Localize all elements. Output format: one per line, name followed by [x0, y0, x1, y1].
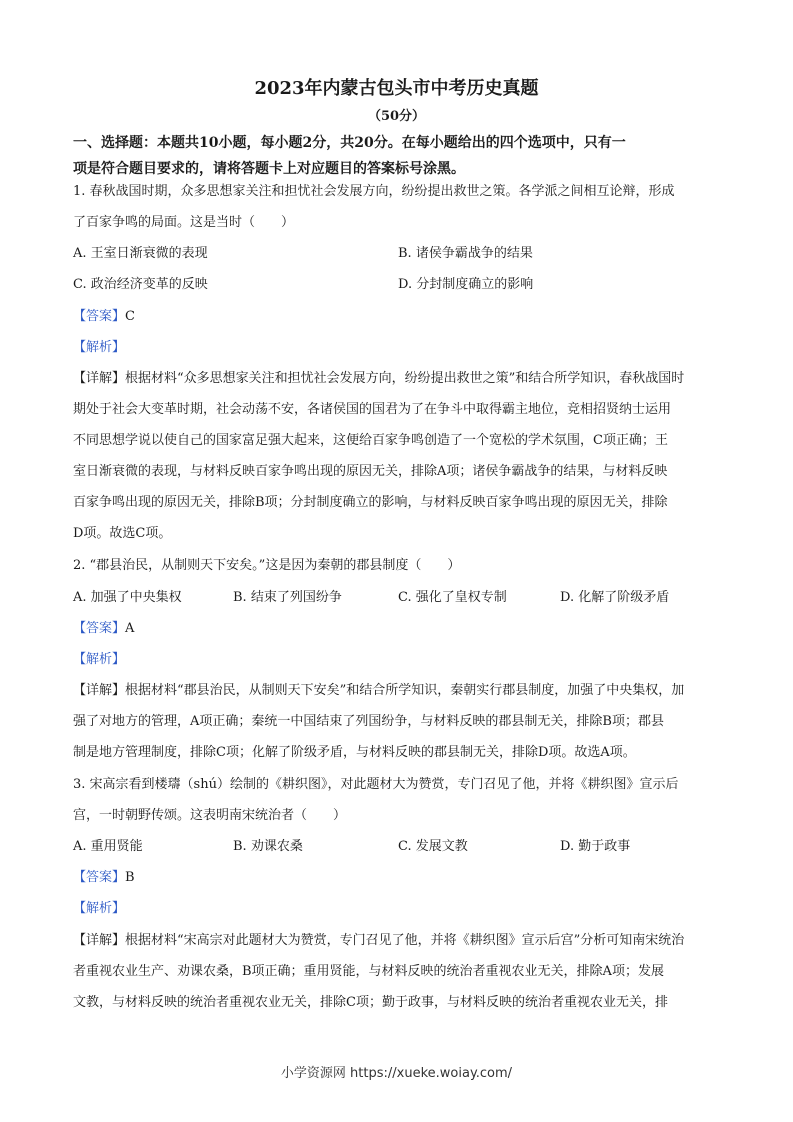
q1-option-a: A. 王室日渐衰微的表现 — [73, 246, 208, 261]
q1-detail-line2: 期处于社会大变革时期，社会动荡不安，各诸侯国的国君为了在争斗中取得霸主地位，竞相招贤纳士运用 — [73, 402, 672, 417]
q1-detail-line5: 百家争鸣出现的原因无关，排除B项；分封制度确立的影响，与材料反映百家争鸣出现的原因无关，排除 — [73, 495, 668, 510]
q1-detail-line3: 不同思想学说以使自己的国家富足强大起来，这便给百家争鸣创造了一个宽松的学术氛围，C项正确；王 — [73, 433, 668, 448]
section-heading-line1: 一、选择题：本题共10小题，每小题2分，共20分。在每小题给出的四个选项中，只有一 — [73, 135, 626, 151]
answer-value: B — [125, 870, 135, 885]
detail-tag: 【详解】 — [73, 371, 126, 386]
analysis-tag: 【解析】 — [73, 652, 126, 667]
q2-answer — [73, 619, 134, 639]
q1-option-b: B. 诸侯争霸战争的结果 — [398, 246, 533, 261]
q2-option-c: C. 强化了皇权专制 — [398, 590, 507, 605]
q3-option-b: B. 劝课农桑 — [233, 839, 303, 854]
footer-watermark: 小学资源网 https://xueke.woiay.com/ — [280, 1066, 513, 1081]
q1-detail-line4: 室日渐衰微的表现，与材料反映百家争鸣出现的原因无关，排除A项；诸侯争霸战争的结果，与材料反映 — [73, 464, 668, 479]
detail-tag: 【详解】 — [73, 933, 126, 948]
q2-option-b: B. 结束了列国纷争 — [233, 590, 342, 605]
analysis-tag: 【解析】 — [73, 901, 126, 916]
answer-value: A — [125, 621, 135, 636]
q3-detail-line2: 者重视农业生产、劝课农桑，B项正确；重用贤能，与材料反映的统治者重视农业无关，排除A项；发展 — [73, 964, 664, 979]
answer-tag: 【答案】 — [73, 870, 126, 885]
q2-option-a: A. 加强了中央集权 — [73, 590, 182, 605]
q1-analysis-tag — [73, 338, 125, 358]
section-heading — [73, 130, 723, 182]
q2-stem-line1: 2. “郡县治民，从制则天下安矣。”这是因为秦朝的郡县制度（ ） — [73, 558, 461, 573]
page-title: 2023年内蒙古包头市中考历史真题 — [254, 78, 539, 99]
detail-text: 根据材料“众多思想家关注和担忧社会发展方向，纷纷提出救世之策”和结合所学知识，春秋战国时 — [125, 371, 685, 386]
q3-answer — [73, 868, 135, 888]
q1-detail-line1 — [73, 369, 684, 389]
section-heading-line2: 项是符合题目要求的，请将答题卡上对应题目的答案标号涂黑。 — [73, 161, 465, 177]
q3-analysis-tag — [73, 899, 125, 919]
answer-tag: 【答案】 — [73, 309, 126, 324]
q2-option-d: D. 化解了阶级矛盾 — [560, 590, 670, 605]
detail-text: 根据材料“郡县治民，从制则天下安矣”和结合所学知识，秦朝实行郡县制度，加强了中央集权，加 — [125, 683, 685, 698]
q2-analysis-tag — [73, 650, 125, 670]
answer-tag: 【答案】 — [73, 621, 126, 636]
q2-detail-line1 — [73, 681, 684, 701]
q3-option-d: D. 勤于政事 — [560, 839, 631, 854]
q1-detail-line6: D项。故选C项。 — [73, 526, 172, 541]
q2-detail-line3: 制是地方管理制度，排除C项；化解了阶级矛盾，与材料反映的郡县制无关，排除D项。故选A项。 — [73, 745, 636, 760]
analysis-tag: 【解析】 — [73, 340, 126, 355]
q1-stem-line2: 了百家争鸣的局面。这是当时（ ） — [73, 215, 295, 230]
q3-stem-line2: 宫，一时朝野传颂。这表明南宋统治者（ ） — [73, 808, 347, 823]
q1-answer — [73, 307, 135, 327]
q3-option-c: C. 发展文教 — [398, 839, 468, 854]
q2-detail-line2: 强了对地方的管理，A项正确；秦统一中国结束了列国纷争，与材料反映的郡县制无关，排除B项；郡县 — [73, 714, 664, 729]
q3-detail-line1 — [73, 931, 684, 951]
detail-tag: 【详解】 — [73, 683, 126, 698]
q1-stem-line1: 1. 春秋战国时期，众多思想家关注和担忧社会发展方向，纷纷提出救世之策。各学派之间相互论辩，形成 — [73, 184, 675, 199]
q1-option-d: D. 分封制度确立的影响 — [398, 277, 534, 292]
q3-option-a: A. 重用贤能 — [73, 839, 143, 854]
q1-option-c: C. 政治经济变革的反映 — [73, 277, 208, 292]
q3-detail-line3: 文教，与材料反映的统治者重视农业无关，排除C项；勤于政事，与材料反映的统治者重视农业无关，排 — [73, 995, 668, 1010]
answer-value: C — [125, 309, 135, 324]
total-score: （50分） — [367, 109, 426, 124]
q3-stem-line1: 3. 宋高宗看到楼璹（shú）绘制的《耕织图》，对此题材大为赞赏，专门召见了他，并将《耕织图》宣示后 — [73, 777, 679, 792]
detail-text: 根据材料“宋高宗对此题材大为赞赏，专门召见了他，并将《耕织图》宣示后宫”分析可知南宋统治 — [125, 933, 685, 948]
